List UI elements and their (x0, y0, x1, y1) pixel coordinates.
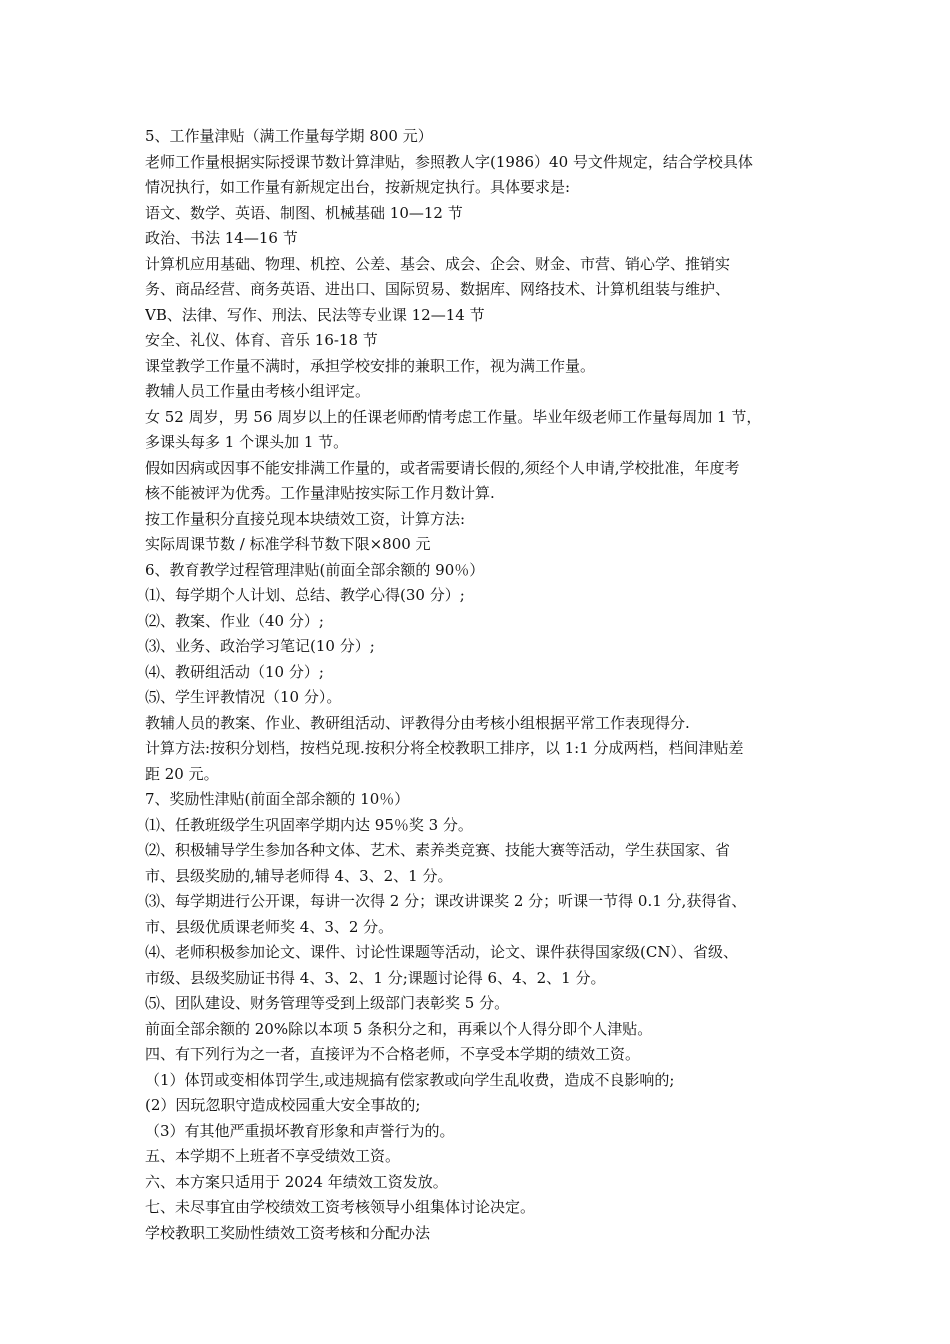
text-line: 老师工作量根据实际授课节数计算津贴，参照教人字(1986）40 号文件规定，结合学校具体 (145, 152, 753, 171)
text-line: 教辅人员的教案、作业、教研组活动、评教得分由考核小组根据平常工作表现得分. (145, 713, 690, 732)
text-line: 安全、礼仪、体育、音乐 16-18 节 (145, 331, 378, 349)
text-line: 前面全部余额的 20%除以本项 5 条积分之和，再乘以个人得分即个人津贴。 (145, 1019, 653, 1038)
text-line: 语文、数学、英语、制图、机械基础 10—12 节 (145, 203, 463, 222)
text-line: ⑸、团队建设、财务管理等受到上级部门表彰奖 5 分。 (145, 994, 510, 1012)
text-line: 政治、书法 14—16 节 (145, 229, 298, 247)
text-line: 情况执行，如工作量有新规定出台，按新规定执行。具体要求是: (145, 178, 571, 196)
text-line: 5、工作量津贴（满工作量每学期 800 元） (145, 127, 433, 145)
text-line: 四、有下列行为之一者，直接评为不合格老师，不享受本学期的绩效工资。 (145, 1045, 641, 1063)
text-line: VB、法律、写作、刑法、民法等专业课 12—14 节 (145, 305, 485, 324)
text-line: ⑷、老师积极参加论文、课件、讨论性课题等活动，论文、课件获得国家级(CN）、省级、 (145, 943, 738, 961)
text-line: ⑶、每学期进行公开课，每讲一次得 2 分；课改讲课奖 2 分；听课一节得 0.1 分,获得省、 (145, 892, 747, 910)
text-line: ⑴、任教班级学生巩固率学期内达 95％奖 3 分。 (145, 815, 473, 834)
text-line: 6、教育教学过程管理津贴(前面全部余额的 90％） (145, 560, 485, 579)
text-line: 计算方法:按积分划档，按档兑现.按积分将全校教职工排序，以 1:1 分成两档，档间津贴差 (145, 739, 744, 757)
text-line: 务、商品经营、商务英语、进出口、国际贸易、数据库、网络技术、计算机组装与维护、 (145, 280, 731, 298)
text-line: 五、本学期不上班者不享受绩效工资。 (145, 1147, 401, 1165)
text-line: 学校教职工奖励性绩效工资考核和分配办法 (145, 1223, 431, 1242)
text-line: 多课头每多 1 个课头加 1 节。 (145, 433, 349, 451)
text-line: 七、未尽事宜由学校绩效工资考核领导小组集体讨论决定。 (145, 1198, 536, 1216)
text-line: ⑵、积极辅导学生参加各种文体、艺术、素养类竞赛、技能大赛等活动，学生获国家、省 (145, 841, 731, 859)
text-line: 计算机应用基础、物理、机控、公差、基会、成会、企会、财金、市营、销心学、推销实 (145, 254, 731, 273)
text-line: 教辅人员工作量由考核小组评定。 (145, 382, 371, 400)
text-line: ⑷、教研组活动（10 分）; (145, 662, 324, 681)
text-line: 核不能被评为优秀。工作量津贴按实际工作月数计算. (145, 484, 495, 502)
text-line: 市、县级优质课老师奖 4、3、2 分。 (145, 917, 394, 936)
text-line: (2）因玩忽职守造成校园重大安全事故的; (145, 1096, 421, 1114)
text-line: （1）体罚或变相体罚学生,或违规搞有偿家教或向学生乱收费，造成不良影响的; (145, 1070, 675, 1089)
text-line: 实际周课节数 / 标准学科节数下限×800 元 (145, 535, 431, 553)
text-line: 女 52 周岁，男 56 周岁以上的任课老师酌情考虑工作量。毕业年级老师工作量每周加 1 节， (145, 407, 762, 426)
text-line: ⑶、业务、政治学习笔记(10 分）; (145, 637, 375, 655)
text-line: 课堂教学工作量不满时，承担学校安排的兼职工作，视为满工作量。 (145, 356, 596, 375)
document-body (145, 124, 825, 1246)
text-line: 距 20 元。 (145, 764, 219, 783)
text-line: 按工作量积分直接兑现本块绩效工资，计算方法: (145, 509, 466, 528)
text-line: 市级、县级奖励证书得 4、3、2、1 分;课题讨论得 6、4、2、1 分。 (145, 968, 606, 987)
text-line: （3）有其他严重损坏教育形象和声誉行为的。 (145, 1121, 455, 1140)
text-line: 六、本方案只适用于 2024 年绩效工资发放。 (145, 1172, 448, 1191)
text-line: ⑵、教案、作业（40 分）; (145, 611, 324, 630)
text-line: 7、奖励性津贴(前面全部余额的 10％） (145, 790, 410, 808)
text-line: 假如因病或因事不能安排满工作量的，或者需要请长假的,须经个人申请,学校批准，年度考 (145, 458, 740, 477)
text-line: ⑸、学生评教情况（10 分）。 (145, 688, 342, 706)
text-line: ⑴、每学期个人计划、总结、教学心得(30 分）; (145, 586, 465, 604)
text-line: 市、县级奖励的,辅导老师得 4、3、2、1 分。 (145, 866, 453, 885)
